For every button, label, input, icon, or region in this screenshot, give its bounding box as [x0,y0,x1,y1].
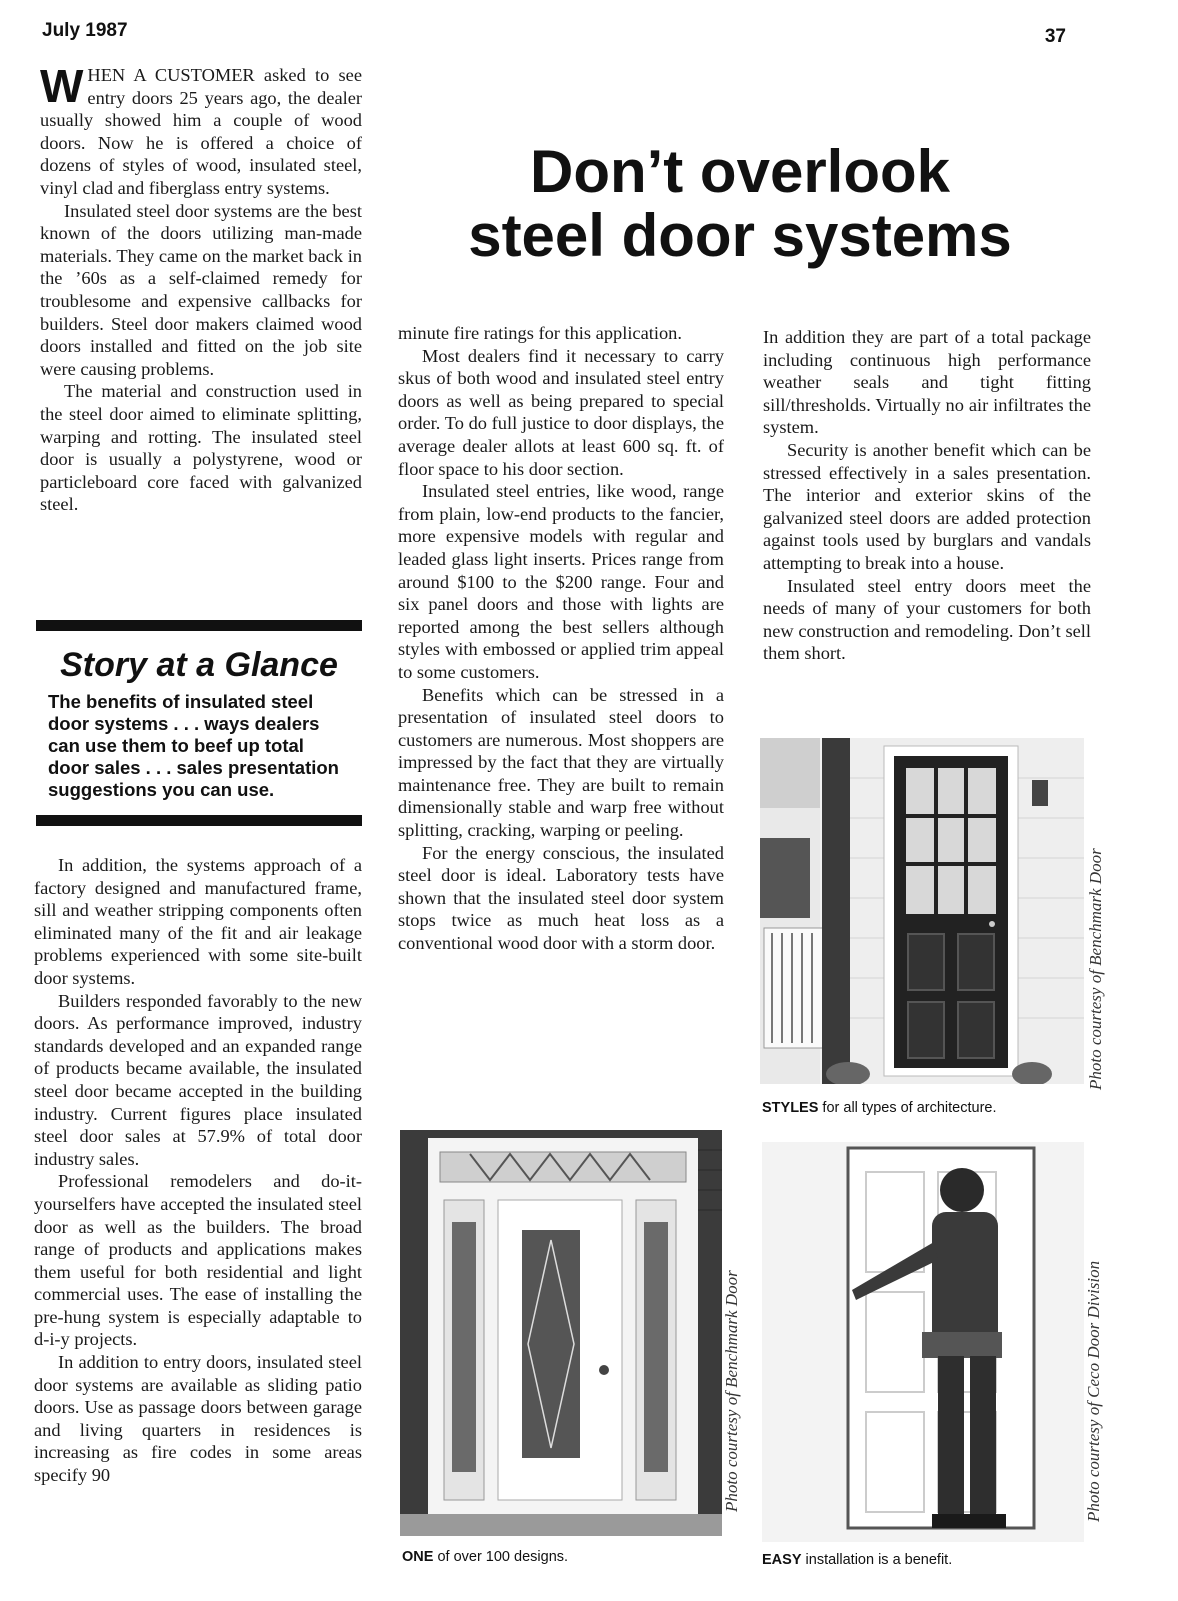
paragraph: In addition to entry doors, insulated steel door systems are available as sliding patio doors. Use as passage doors between garage and living quarters in residences is increasing as fire codes in some areas specify 90 [34,1352,362,1486]
photo-credit-one: Photo courtesy of Benchmark Door [722,1270,741,1512]
door-installation-illustration [762,1142,1084,1542]
article-column-2 [398,322,724,955]
paragraph: Insulated steel door systems are the best known of the doors utilizing man-made materials. They came on the market back in the ’60s as a self-claimed remedy for troublesome and expensive callbacks for builders. Steel door makers claimed wood doors installed and fitted on the job site were causing problems. [40,200,362,379]
paragraph [40,60,362,200]
white-door-sidelights-illustration [400,1130,722,1536]
page-number: 37 [1044,26,1066,47]
caption-easy [762,1552,952,1568]
photo-styles-entry-door [760,738,1084,1084]
photo-credit-styles: Photo courtesy of Benchmark Door [1086,848,1105,1090]
article-column-1-bottom [34,854,362,1487]
paragraph: Most dealers find it necessary to carry skus of both wood and insulated steel entry doors as well as being prepared to special order. To do full justice to door displays, the average dealer allots at least 600 sq. ft. of floor space to his door section. [398,345,724,479]
paragraph: In addition they are part of a total package including continuous high performance weather seals and tight fitting sill/thresholds. Virtually no air infiltrates the system. [763,327,1091,438]
article-column-3 [763,326,1091,665]
paragraph: For the energy conscious, the insulated steel door is ideal. Laboratory tests have shown that the insulated steel door system stops twice as much heat loss as a conventional wood door with a storm door. [398,842,724,954]
paragraph: Builders responded favorably to the new doors. As performance improved, industry standards developed and an expanded range of products became available, the insulated steel door became accepted in the building industry. Current figures place insulated steel door sales at 57.9% of total door industry sales. [34,990,362,1169]
divider [36,620,362,631]
photo-easy-installation [762,1142,1084,1542]
caption-lead: EASY [762,1552,802,1568]
headline-line-2: steel door systems [468,202,1012,269]
caption-lead: ONE [402,1549,434,1565]
paragraph: minute fire ratings for this application. [398,323,682,343]
issue-date: July 1987 [42,20,128,41]
headline-line-1: Don’t overlook [529,138,951,205]
photo-one-of-100-designs [400,1130,722,1536]
caption-text: installation is a benefit. [801,1552,953,1568]
story-at-a-glance-box [36,620,362,826]
paragraph: The material and construction used in the steel door aimed to eliminate splitting, warping and rotting. The insulated steel door is usually a polystyrene, wood or particleboard core faced with galvanized steel. [40,381,362,515]
photo-credit-easy: Photo courtesy of Ceco Door Division [1084,1260,1103,1522]
caption-text: for all types of architecture. [818,1100,997,1116]
divider [36,815,362,826]
glance-title: Story at a Glance [60,646,338,684]
drop-cap: W [40,60,84,112]
caption-text: of over 100 designs. [433,1549,569,1565]
caption-one [402,1549,568,1565]
house-entry-door-illustration [760,738,1084,1084]
article-column-1-top [40,60,362,516]
paragraph: Benefits which can be stressed in a presentation of insulated steel doors to customers are numerous. Most shoppers are impressed by the fact that they are virtually maintenance free. They are built to remain dimensionally stable and warp free without splitting, cracking, warping or peeling. [398,684,724,841]
paragraph: Professional remodelers and do-it-yourselfers have accepted the insulated steel door as well as the builders. The broad range of products and applications makes them useful for both residential and light commercial uses. The ease of installing the pre-hung system is especially adaptable to d-i-y projects. [34,1171,362,1350]
caption-lead: STYLES [762,1100,819,1116]
glance-summary: The benefits of insulated steel door systems . . . ways dealers can use them to beef up total door sales . . . sales presentation suggestions you can use. [48,691,339,800]
lead-paragraph-text: HEN A CUSTOMER asked to see entry doors 25 years ago, the dealer usually showed him a couple of wood doors. Now he is offered a choice of dozens of styles of wood, insulated steel, vinyl clad and fiberglass entry systems. [40,65,362,198]
article-headline [440,140,1040,268]
caption-styles [762,1100,997,1116]
paragraph: Insulated steel entries, like wood, range from plain, low-end products to the fancier, more expensive models with regular and leaded glass light inserts. Prices range from around $100 to the $200 range. Four and six panel doors and those with lights are reported among the best sellers although styles with embossed or applied trim appeal to some customers. [398,481,724,682]
paragraph: Security is another benefit which can be stressed effectively in a sales presentation. The interior and exterior skins of the galvanized steel doors are added protection against tools used by burglars and vandals attempting to break into a house. [763,439,1091,573]
paragraph: In addition, the systems approach of a factory designed and manufactured frame, sill and weather stripping components often eliminated many of the fit and air leakage problems experienced with some site-built door systems. [34,855,362,988]
paragraph: Insulated steel entry doors meet the needs of many of your customers for both new construction and remodeling. Don’t sell them short. [763,575,1091,664]
